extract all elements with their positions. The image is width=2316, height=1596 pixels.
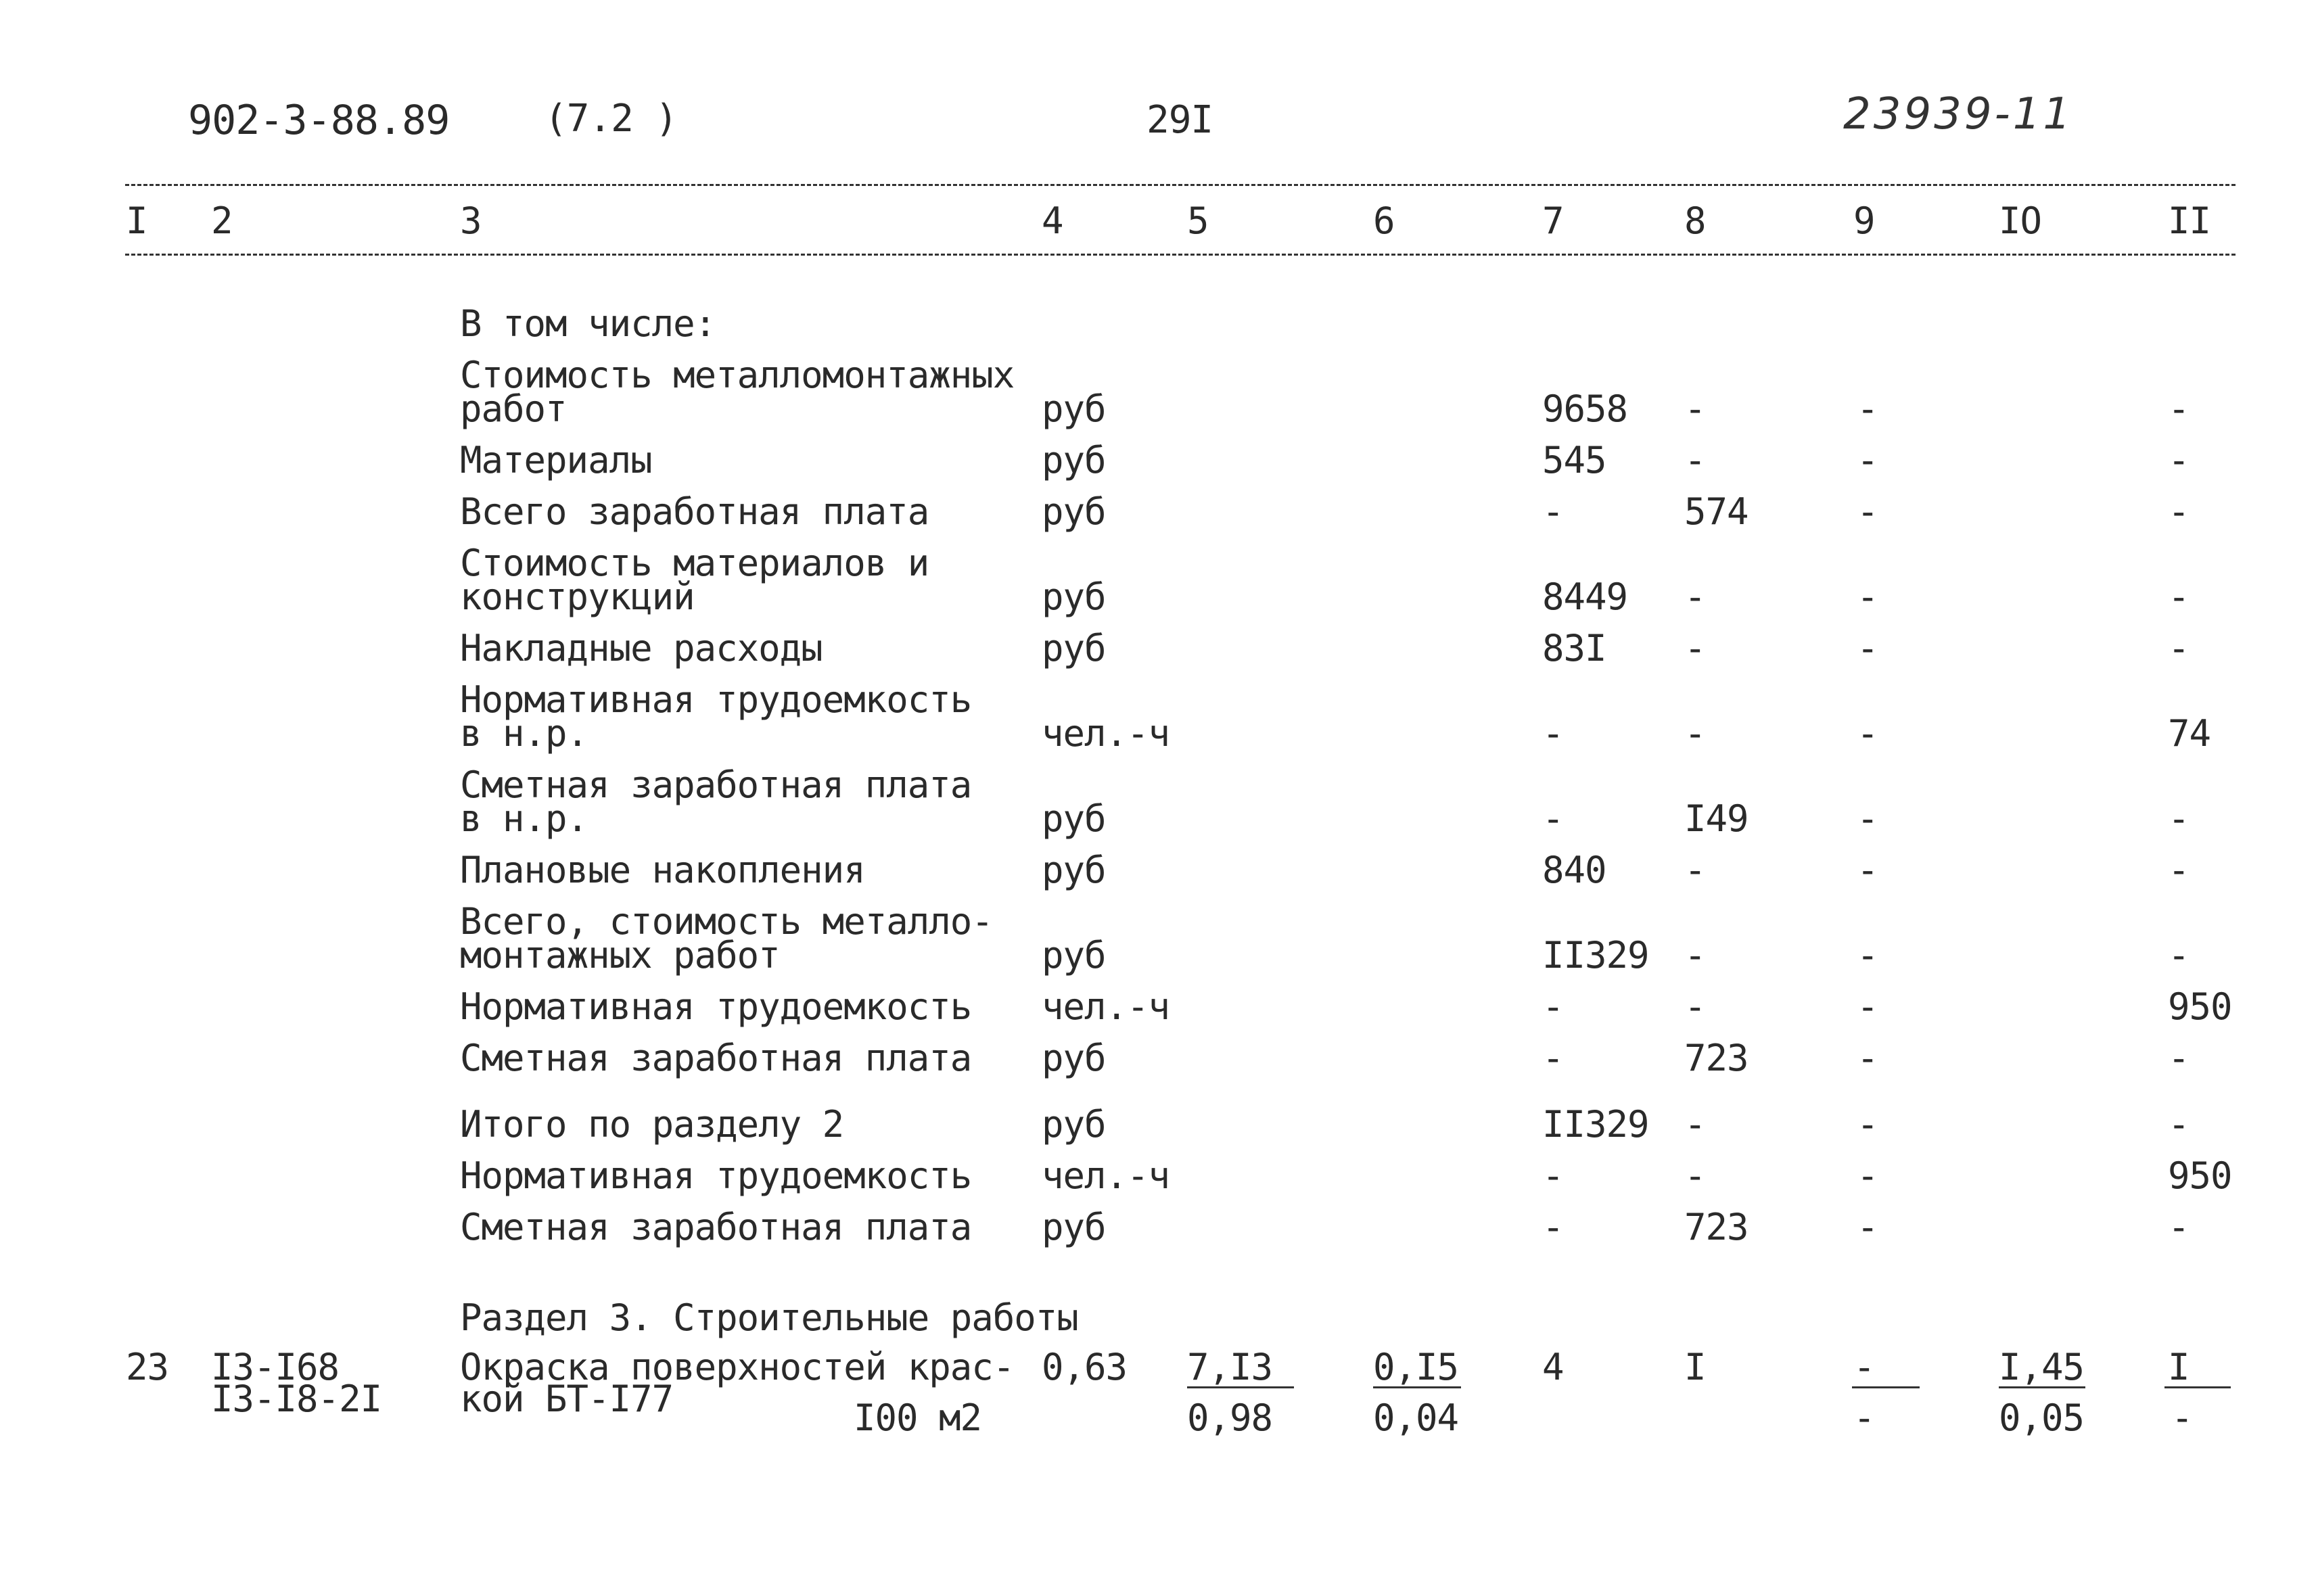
row-description: в н.р. xyxy=(460,797,588,840)
row-col7: II329 xyxy=(1542,1103,1649,1146)
row-col7: - xyxy=(1542,1206,1564,1248)
item-c6-top: 0,I5 xyxy=(1373,1346,1459,1388)
item-desc-2: кой БТ-I77 xyxy=(460,1378,674,1420)
column-header-4: 4 xyxy=(1042,200,1063,242)
row-col11: - xyxy=(2168,797,2190,840)
row-col9: - xyxy=(1857,1154,1878,1197)
row-col7: 545 xyxy=(1542,439,1606,482)
row-description: работ xyxy=(460,388,567,430)
row-col11: 950 xyxy=(2168,1154,2232,1197)
row-description: в н.р. xyxy=(460,712,588,755)
c11-fraction-line xyxy=(2164,1386,2231,1388)
row-col8: - xyxy=(1684,576,1706,618)
column-header-3: 3 xyxy=(460,200,482,242)
row-unit: руб xyxy=(1042,849,1106,891)
row-col9: - xyxy=(1857,985,1878,1028)
item-c8: I xyxy=(1684,1346,1706,1388)
row-col9: - xyxy=(1857,1037,1878,1079)
item-code-1: I3-I68 xyxy=(211,1346,340,1388)
row-unit: руб xyxy=(1042,490,1106,533)
row-col7: - xyxy=(1542,797,1564,840)
row-description: Стоимость металломонтажных xyxy=(460,354,1015,396)
row-col11: - xyxy=(2168,490,2190,533)
row-col7: II329 xyxy=(1542,934,1649,977)
sheet-code: 23939-11 xyxy=(1843,89,2074,139)
row-col7: 83I xyxy=(1542,627,1606,670)
item-c7: 4 xyxy=(1542,1346,1564,1388)
row-unit: руб xyxy=(1042,1103,1106,1146)
column-header-6: 6 xyxy=(1373,200,1395,242)
row-unit: руб xyxy=(1042,797,1106,840)
row-unit: чел.-ч xyxy=(1042,985,1170,1028)
row-description: Плановые накопления xyxy=(460,849,865,891)
row-description: Всего заработная плата xyxy=(460,490,929,533)
row-col7: 840 xyxy=(1542,849,1606,891)
row-description: Сметная заработная плата xyxy=(460,1037,972,1079)
row-description: Нормативная трудоемкость xyxy=(460,678,972,721)
row-col11: - xyxy=(2168,934,2190,977)
row-col9: - xyxy=(1857,439,1878,482)
item-c6-bottom: 0,04 xyxy=(1373,1396,1459,1439)
row-col8: 723 xyxy=(1684,1206,1748,1248)
item-desc-1: Окраска поверхностей крас- xyxy=(460,1346,1015,1388)
header-bottom-rule xyxy=(125,254,2236,256)
item-qty: 0,63 xyxy=(1042,1346,1128,1388)
item-c5-top: 7,I3 xyxy=(1187,1346,1273,1388)
row-col8: I49 xyxy=(1684,797,1748,840)
row-col8: - xyxy=(1684,388,1706,430)
item-c9-top: - xyxy=(1853,1346,1875,1388)
row-col9: - xyxy=(1857,388,1878,430)
row-col8: - xyxy=(1684,627,1706,670)
row-unit: руб xyxy=(1042,576,1106,618)
row-col9: - xyxy=(1857,490,1878,533)
row-col7: 9658 xyxy=(1542,388,1628,430)
row-description: Накладные расходы xyxy=(460,627,823,670)
row-col11: - xyxy=(2168,627,2190,670)
row-col8: - xyxy=(1684,1103,1706,1146)
row-col11: - xyxy=(2168,439,2190,482)
intro-label: В том числе: xyxy=(460,302,716,345)
row-unit: чел.-ч xyxy=(1042,1154,1170,1197)
row-col9: - xyxy=(1857,1103,1878,1146)
row-col8: - xyxy=(1684,1154,1706,1197)
row-col9: - xyxy=(1857,1206,1878,1248)
row-col11: - xyxy=(2168,576,2190,618)
row-col8: - xyxy=(1684,439,1706,482)
row-description: Всего, стоимость металло- xyxy=(460,900,993,943)
row-unit: руб xyxy=(1042,1206,1106,1248)
item-number: 23 xyxy=(126,1346,169,1388)
c6-fraction-line xyxy=(1373,1386,1461,1388)
row-description: конструкций xyxy=(460,576,695,618)
row-col9: - xyxy=(1857,849,1878,891)
row-col9: - xyxy=(1857,576,1878,618)
row-unit: руб xyxy=(1042,627,1106,670)
row-col7: 8449 xyxy=(1542,576,1628,618)
column-header-9: 9 xyxy=(1853,200,1875,242)
item-c10-bottom: 0,05 xyxy=(1999,1396,2085,1439)
row-col8: - xyxy=(1684,712,1706,755)
row-col8: - xyxy=(1684,849,1706,891)
column-header-8: 8 xyxy=(1684,200,1706,242)
row-col7: - xyxy=(1542,1154,1564,1197)
row-col11: - xyxy=(2168,849,2190,891)
row-col8: - xyxy=(1684,934,1706,977)
row-col7: - xyxy=(1542,985,1564,1028)
row-unit: чел.-ч xyxy=(1042,712,1170,755)
row-col9: - xyxy=(1857,797,1878,840)
row-unit: руб xyxy=(1042,934,1106,977)
row-col11: - xyxy=(2168,1103,2190,1146)
item-c10-top: I,45 xyxy=(1999,1346,2085,1388)
c5-fraction-line xyxy=(1187,1386,1294,1388)
page-number: 29I xyxy=(1147,98,1213,142)
doc-code: 902-3-88.89 xyxy=(188,97,450,144)
row-col11: 950 xyxy=(2168,985,2232,1028)
row-col7: - xyxy=(1542,490,1564,533)
row-unit: руб xyxy=(1042,439,1106,482)
section3-title: Раздел 3. Строительные работы xyxy=(460,1296,1078,1339)
c10-fraction-line xyxy=(1999,1386,2085,1388)
row-unit: руб xyxy=(1042,388,1106,430)
column-header-2: 2 xyxy=(211,200,233,242)
header-top-rule xyxy=(125,184,2236,186)
row-col8: 723 xyxy=(1684,1037,1748,1079)
row-col7: - xyxy=(1542,712,1564,755)
row-col7: - xyxy=(1542,1037,1564,1079)
item-c9-bottom: - xyxy=(1853,1396,1875,1439)
column-header-11: II xyxy=(2168,200,2211,242)
row-col11: - xyxy=(2168,1206,2190,1248)
row-col11: - xyxy=(2168,1037,2190,1079)
row-description: Стоимость материалов и xyxy=(460,542,929,584)
row-description: Сметная заработная плата xyxy=(460,764,972,806)
row-col11: 74 xyxy=(2168,712,2211,755)
row-description: Нормативная трудоемкость xyxy=(460,1154,972,1197)
part-label: (7.2 ) xyxy=(545,97,678,141)
row-unit: руб xyxy=(1042,1037,1106,1079)
row-col8: 574 xyxy=(1684,490,1748,533)
row-col11: - xyxy=(2168,388,2190,430)
row-description: Нормативная трудоемкость xyxy=(460,985,972,1028)
item-c11-bottom: - xyxy=(2171,1396,2193,1439)
row-description: монтажных работ xyxy=(460,934,780,977)
item-c11-top: I xyxy=(2168,1346,2190,1388)
row-description: Материалы xyxy=(460,439,652,482)
row-col9: - xyxy=(1857,934,1878,977)
row-description: Сметная заработная плата xyxy=(460,1206,972,1248)
item-unit: I00 м2 xyxy=(854,1396,982,1439)
item-code-2: I3-I8-2I xyxy=(211,1378,382,1420)
row-col9: - xyxy=(1857,627,1878,670)
c9-fraction-line xyxy=(1852,1386,1920,1388)
row-description: Итого по разделу 2 xyxy=(460,1103,844,1146)
column-header-5: 5 xyxy=(1187,200,1209,242)
row-col8: - xyxy=(1684,985,1706,1028)
item-c5-bottom: 0,98 xyxy=(1187,1396,1273,1439)
column-header-10: IO xyxy=(1999,200,2042,242)
column-header-1: I xyxy=(126,200,147,242)
row-col9: - xyxy=(1857,712,1878,755)
column-header-7: 7 xyxy=(1542,200,1564,242)
